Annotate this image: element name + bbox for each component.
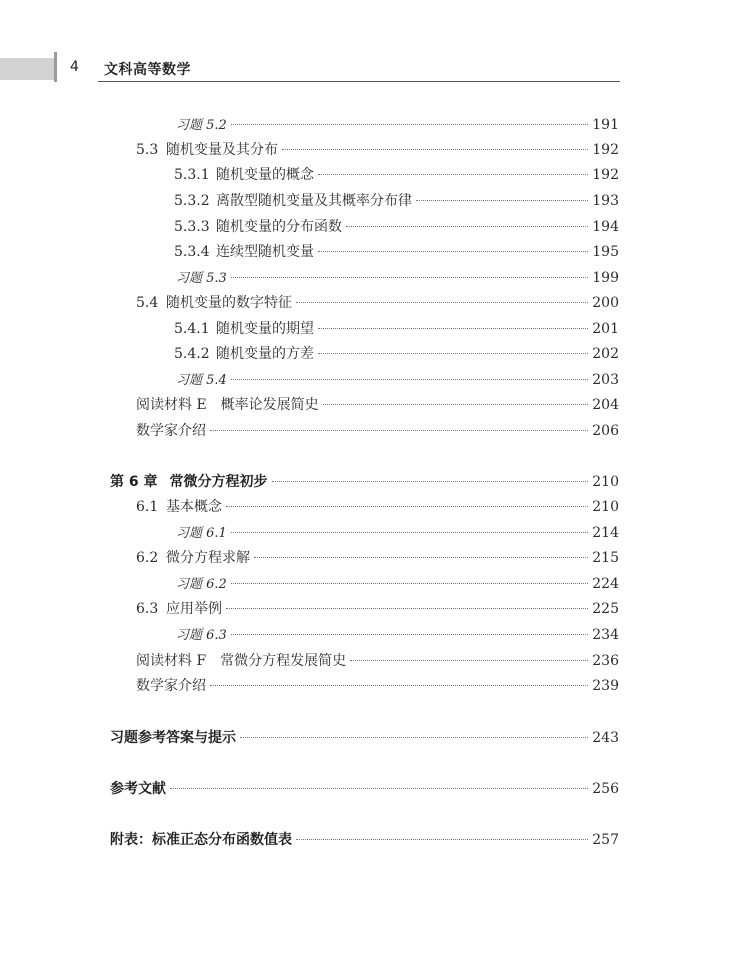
toc-entry-title: 习题 5.3 <box>176 271 227 286</box>
toc-entry-number: 5.3.4 <box>174 244 210 260</box>
toc-entry-page: 210 <box>592 499 619 515</box>
toc-entry-title: 随机变量的方差 <box>216 346 314 362</box>
toc-entry-page: 201 <box>592 321 619 337</box>
toc-entry-exercise-5-2[interactable] <box>176 114 619 136</box>
toc-entry-exercise-6-1[interactable] <box>176 522 619 544</box>
toc-entry-title: 随机变量的期望 <box>216 321 314 337</box>
dot-leader <box>210 430 588 431</box>
dot-leader <box>323 404 589 405</box>
toc-entry-title: 数学家介绍 <box>136 423 206 439</box>
toc-entry-section-6-3[interactable] <box>136 598 619 620</box>
toc-entry-subsection-5-4-2[interactable] <box>174 343 619 365</box>
toc-entry-page: 243 <box>592 730 619 746</box>
toc-entry-mathematicians-5[interactable] <box>136 420 619 442</box>
toc-entry-page: 203 <box>592 372 619 388</box>
toc-entry-title: 习题参考答案与提示 <box>110 730 236 746</box>
dot-leader <box>231 532 588 533</box>
toc-entry-title: 阅读材料 F 常微分方程发展简史 <box>136 653 347 669</box>
toc-entry-page: 194 <box>592 219 619 235</box>
toc-entry-title: 离散型随机变量及其概率分布律 <box>216 193 412 209</box>
dot-leader <box>416 200 588 201</box>
toc-entry-subsection-5-3-4[interactable] <box>174 241 619 263</box>
toc-entry-subsection-5-3-2[interactable] <box>174 190 619 212</box>
toc-entry-page: 192 <box>592 167 619 183</box>
toc-entry-number: 5.3.3 <box>174 219 210 235</box>
toc-entry-title: 习题 6.2 <box>176 577 227 592</box>
toc-entry-title: 随机变量的概念 <box>216 167 314 183</box>
toc-entry-exercise-5-3[interactable] <box>176 267 619 289</box>
toc-entry-page: 234 <box>592 627 619 643</box>
page-number: 4 <box>70 59 79 75</box>
toc-entry-title: 习题 5.2 <box>176 118 227 133</box>
dot-leader <box>350 660 588 661</box>
toc-entry-subsection-5-4-1[interactable] <box>174 318 619 340</box>
toc-entry-number: 5.4 <box>136 295 159 311</box>
toc-entry-subsection-5-3-1[interactable] <box>174 164 619 186</box>
toc-entry-page: 225 <box>592 601 619 617</box>
dot-leader <box>254 557 588 558</box>
toc-entry-page: 206 <box>592 423 619 439</box>
toc-entry-section-5-4[interactable] <box>136 292 619 314</box>
toc-entry-page: 199 <box>592 270 619 286</box>
dot-leader <box>226 506 588 507</box>
toc-entry-number: 6.2 <box>136 550 159 566</box>
dot-leader <box>231 277 588 278</box>
dot-leader <box>240 737 588 738</box>
toc-entry-number: 6.3 <box>136 601 159 617</box>
toc-entry-number: 5.4.2 <box>174 346 210 362</box>
toc-entry-section-6-1[interactable] <box>136 496 619 518</box>
toc-entry-title: 微分方程求解 <box>166 550 250 566</box>
toc-entry-title: 参考文献 <box>110 781 166 797</box>
toc-entry-title: 附表：标准正态分布函数值表 <box>110 832 292 848</box>
toc-entry-reading-e[interactable] <box>136 394 619 416</box>
toc-entry-title: 习题 6.1 <box>176 526 227 541</box>
dot-leader <box>231 379 588 380</box>
toc-entry-subsection-5-3-3[interactable] <box>174 216 619 238</box>
dot-leader <box>296 839 588 840</box>
toc-entry-title: 常微分方程初步 <box>169 474 268 490</box>
dot-leader <box>231 124 588 125</box>
toc-entry-mathematicians-6[interactable] <box>136 675 619 697</box>
toc-entry-title: 习题 5.4 <box>176 373 227 388</box>
dot-leader <box>282 149 588 150</box>
toc-entry-title: 阅读材料 E 概率论发展简史 <box>136 397 319 413</box>
toc-entry-number: 5.3.1 <box>174 167 210 183</box>
toc-entry-exercise-6-3[interactable] <box>176 624 619 646</box>
dot-leader <box>231 583 588 584</box>
dot-leader <box>318 174 588 175</box>
toc-entry-page: 257 <box>592 832 619 848</box>
toc-entry-section-6-2[interactable] <box>136 547 619 569</box>
toc-entry-section-5-3[interactable] <box>136 139 619 161</box>
toc-entry-appendix-table[interactable] <box>110 829 619 851</box>
dot-leader <box>318 328 588 329</box>
toc-entry-title: 随机变量及其分布 <box>166 142 278 158</box>
dot-leader <box>318 353 588 354</box>
toc-entry-reading-f[interactable] <box>136 650 619 672</box>
book-title: 文科高等数学 <box>104 62 191 78</box>
toc-entry-title: 习题 6.3 <box>176 628 227 643</box>
toc-entry-page: 191 <box>592 117 619 133</box>
toc-entry-page: 200 <box>592 295 619 311</box>
toc-entry-title: 随机变量的分布函数 <box>216 219 342 235</box>
toc-entry-title: 应用举例 <box>166 601 222 617</box>
toc-entry-page: 239 <box>592 678 619 694</box>
toc-entry-number: 5.3.2 <box>174 193 210 209</box>
dot-leader <box>231 634 588 635</box>
toc-entry-title: 数学家介绍 <box>136 678 206 694</box>
toc-entry-page: 210 <box>592 474 619 490</box>
toc-entry-page: 195 <box>592 244 619 260</box>
toc-entry-number: 5.3 <box>136 142 159 158</box>
toc-entry-page: 193 <box>592 193 619 209</box>
dot-leader <box>296 302 588 303</box>
toc-entry-page: 214 <box>592 525 619 541</box>
dot-leader <box>318 251 588 252</box>
toc-entry-number: 5.4.1 <box>174 321 210 337</box>
dot-leader <box>272 481 589 482</box>
toc-entry-title: 连续型随机变量 <box>216 244 314 260</box>
toc-entry-chapter-6[interactable] <box>110 471 619 493</box>
toc-entry-page: 192 <box>592 142 619 158</box>
dot-leader <box>170 788 588 789</box>
toc-entry-references[interactable] <box>110 778 619 800</box>
toc-entry-exercise-6-2[interactable] <box>176 573 619 595</box>
toc-entry-page: 236 <box>592 653 619 669</box>
toc-entry-page: 204 <box>592 397 619 413</box>
toc-entry-title: 随机变量的数字特征 <box>166 295 292 311</box>
toc-entry-page: 202 <box>592 346 619 362</box>
toc-entry-title: 基本概念 <box>166 499 222 515</box>
dot-leader <box>226 608 588 609</box>
toc-entry-exercise-5-4[interactable] <box>176 369 619 391</box>
toc-entry-number: 6.1 <box>136 499 159 515</box>
dot-leader <box>210 685 588 686</box>
toc-entry-page: 215 <box>592 550 619 566</box>
toc-entry-answers[interactable] <box>110 727 619 749</box>
toc-entry-page: 224 <box>592 576 619 592</box>
toc-entry-number: 第 6 章 <box>110 474 158 490</box>
toc-entry-page: 256 <box>592 781 619 797</box>
dot-leader <box>346 226 588 227</box>
